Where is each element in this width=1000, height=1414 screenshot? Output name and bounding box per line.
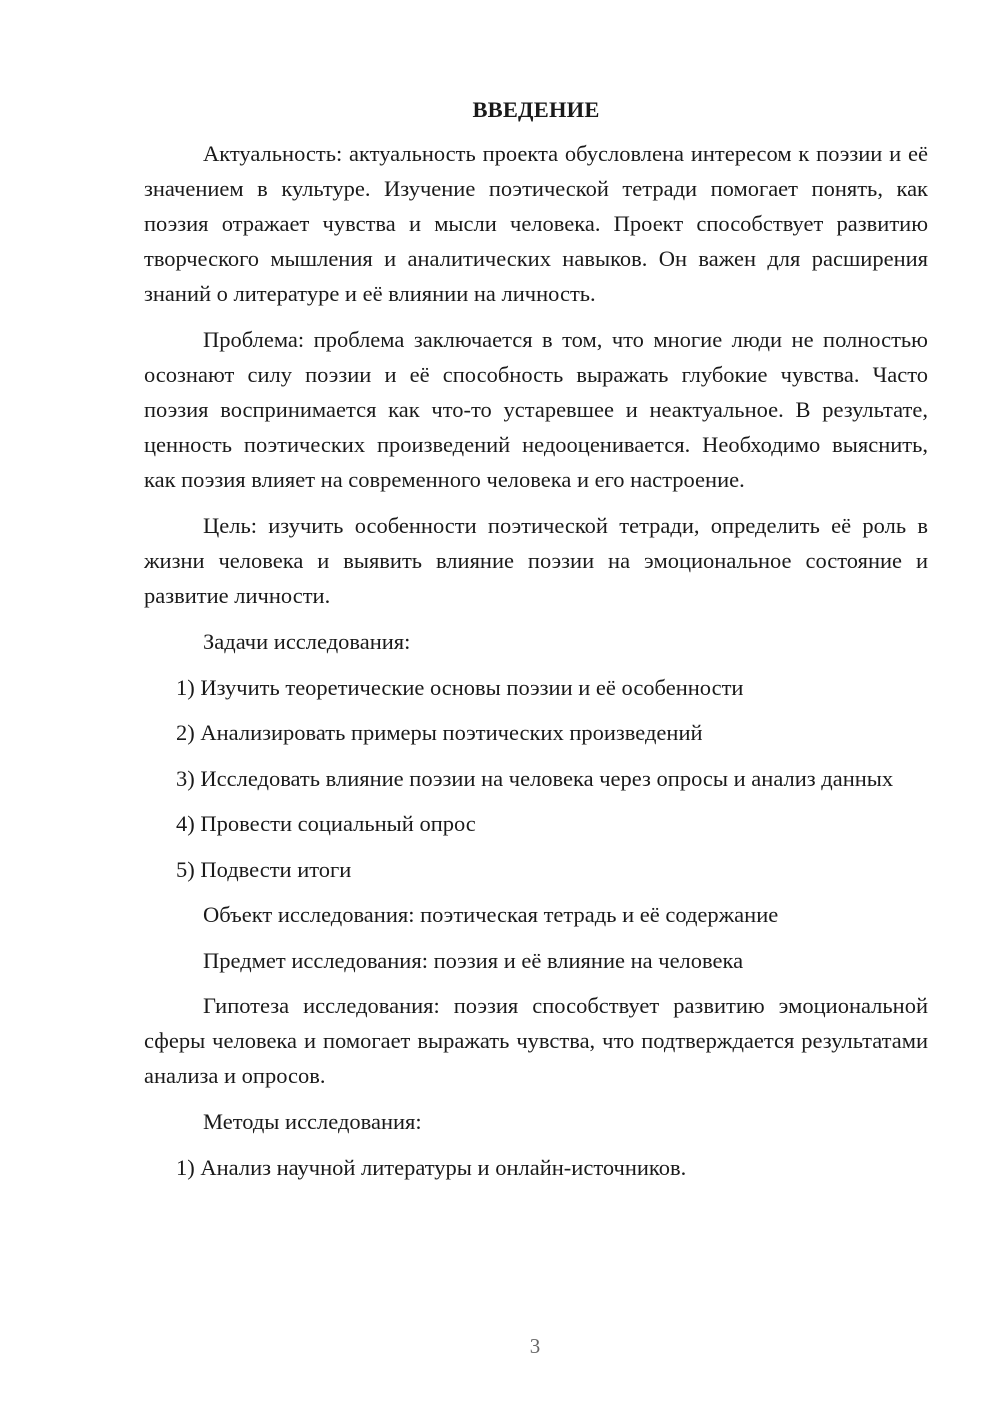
task-item: 4) Провести социальный опрос [176,811,476,836]
tasks-heading: Задачи исследования: [203,629,411,654]
section-title: ВВЕДЕНИЕ [472,97,600,122]
research-object: Объект исследования: поэтическая тетрадь и её содержание [203,902,779,927]
task-item: 3) Исследовать влияние поэзии на человека через опросы и анализ данных [176,765,894,791]
task-item: 2) Анализировать примеры поэтических произведений [176,720,703,745]
hypothesis-paragraph: Гипотеза исследования: поэзия способствует развитию эмоциональной сферы человека и помогает выражать чувства, что подтверждается результатами анализа и опросов. [144,993,928,1088]
method-item: 1) Анализ научной литературы и онлайн-источников. [176,1154,687,1180]
task-item: 5) Подвести итоги [176,856,352,882]
research-subject: Предмет исследования: поэзия и её влияние на человека [203,947,744,973]
goal-paragraph: Цель: изучить особенности поэтической тетради, определить её роль в жизни человека и выявить влияние поэзии на эмоциональное состояние и развитие личности. [144,513,928,608]
problem-paragraph: Проблема: проблема заключается в том, что многие люди не полностью осознают силу поэзии и её способность выражать глубокие чувства. Часто поэзия воспринимается как что-то устаревшее и неактуальное. В результате, ценность поэтических произведений недооценивается. Необходимо выяснить, как поэзия влияет на современного человека и его настроение. [144,327,928,492]
page-number: 3 [529,1334,541,1358]
document-page [144,92,928,1195]
methods-heading: Методы исследования: [203,1109,422,1134]
relevance-paragraph: Актуальность: актуальность проекта обусловлена интересом к поэзии и её значением в культуре. Изучение поэтической тетради помогает понять, как поэзия отражает чувства и мысли человека. Проект способствует развитию творческого мышления и аналитических навыков. Он важен для расширения знаний о литературе и её влиянии на личность. [144,141,928,306]
task-item: 1) Изучить теоретические основы поэзии и её особенности [176,674,744,700]
